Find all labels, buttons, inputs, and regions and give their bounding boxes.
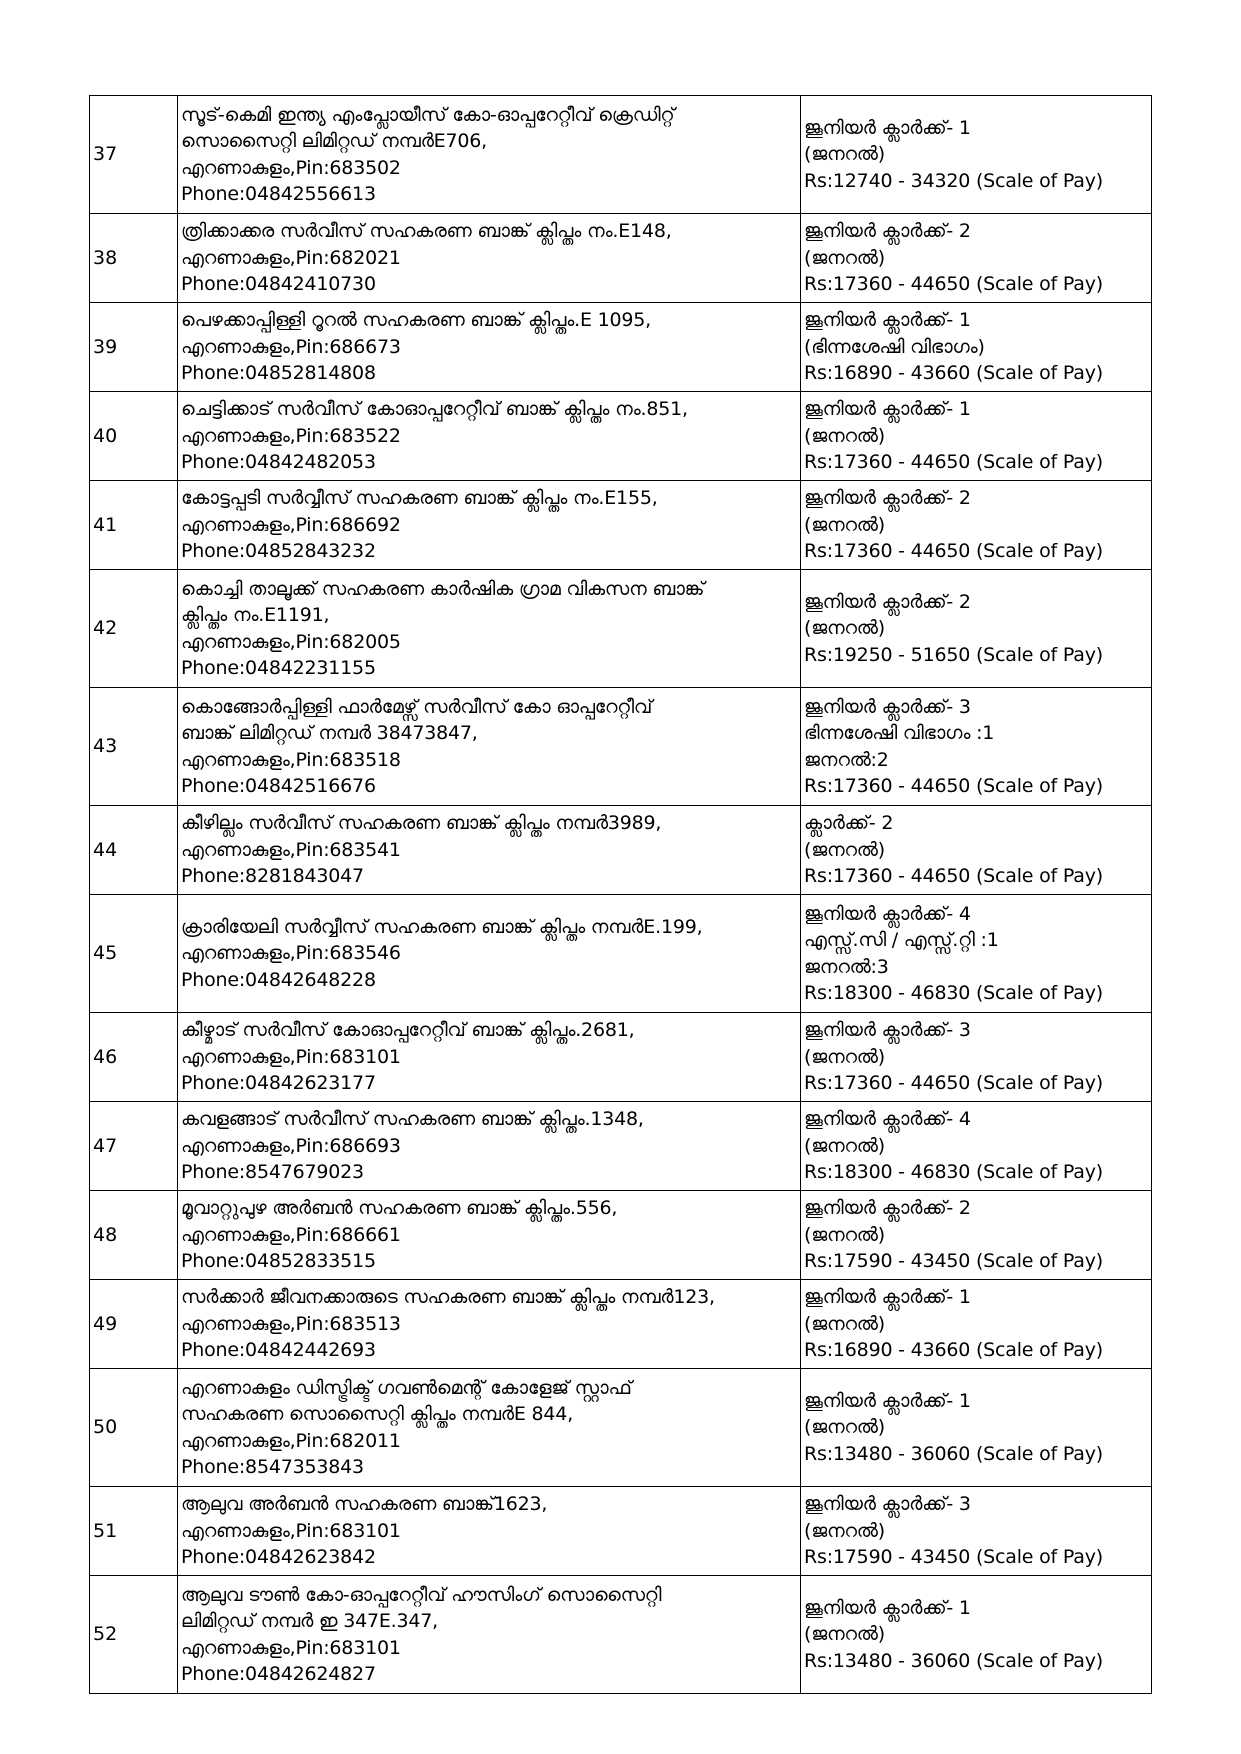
institution-cell [178,481,801,570]
vacancy-table-body [90,96,1152,1694]
institution-cell [178,570,801,688]
post-detail-line: Rs:17360 - 44650 (Scale of Pay) [804,451,1103,474]
post-detail-line: (ജനറൽ) [804,1312,885,1335]
institution-line: Phone:04842442693 [181,1339,376,1362]
institution-line: ആലുവ ടൗൺ കോ-ഓപ്പറേറ്റീവ് ഹൗസിംഗ് സൊസൈറ്റി [181,1583,662,1606]
institution-line: Phone:04852843232 [181,540,376,563]
institution-line: Phone:8547679023 [181,1161,364,1184]
post-detail-line: ക്ലാർക്ക്- 2 [804,812,894,835]
serial-number: 45 [90,895,178,1013]
post-details-cell [801,392,1152,481]
serial-number: 48 [90,1191,178,1280]
post-detail-line: ജൂനിയർ ക്ലാർക്ക്- 1 [804,1596,971,1619]
post-detail-line: ജൂനിയർ ക്ലാർക്ക്- 3 [804,695,971,718]
table-row [90,96,1152,214]
institution-line: സഹകരണ സൊസൈറ്റി ക്ലിപ്തം നമ്പർE 844, [181,1403,574,1425]
post-details-cell [801,1487,1152,1576]
post-detail-line: ജൂനിയർ ക്ലാർക്ക്- 4 [804,1108,971,1131]
table-row [90,1369,1152,1487]
post-detail-line: (ജനറൽ) [804,1519,885,1542]
table-row [90,570,1152,688]
vacancy-table [89,95,1152,1694]
table-row [90,1576,1152,1694]
table-row [90,214,1152,303]
institution-line: എറണാകുളം,Pin:686673 [181,335,401,358]
post-detail-line: Rs:17360 - 44650 (Scale of Pay) [804,865,1103,888]
serial-number: 50 [90,1369,178,1487]
post-detail-line: (ജനറൽ) [804,246,885,269]
post-detail-line: ജൂനിയർ ക്ലാർക്ക്- 1 [804,116,971,139]
serial-number: 42 [90,570,178,688]
institution-line: Phone:04842624827 [181,1663,376,1685]
institution-line: ആലുവ അർബൻ സഹകരണ ബാങ്ക്1623, [181,1493,548,1516]
institution-line: Phone:04842482053 [181,451,376,474]
post-detail-line: ജൂനിയർ ക്ലാർക്ക്- 3 [804,1493,971,1516]
institution-cell [178,1191,801,1280]
institution-line: സർക്കാർ ജീവനക്കാരുടെ സഹകരണ ബാങ്ക് ക്ലിപ്തം നമ്പർ123, [181,1286,715,1309]
serial-number: 49 [90,1280,178,1369]
serial-number: 52 [90,1576,178,1694]
post-detail-line: Rs:17360 - 44650 (Scale of Pay) [804,540,1103,563]
institution-line: സൂട്-കെമി ഇന്ത്യ എംപ്ലോയീസ് കോ-ഓപ്പറേറ്റീവ് ക്രെഡിറ്റ് [181,103,675,126]
post-details-cell [801,688,1152,806]
post-detail-line: Rs:17360 - 44650 (Scale of Pay) [804,775,1103,797]
post-detail-line: Rs:16890 - 43660 (Scale of Pay) [804,362,1103,385]
post-detail-line: ജൂനിയർ ക്ലാർക്ക്- 2 [804,590,971,613]
institution-cell [178,1013,801,1102]
post-detail-line: Rs:18300 - 46830 (Scale of Pay) [804,1161,1103,1184]
institution-cell [178,392,801,481]
institution-line: എറണാകുളം,Pin:682005 [181,630,401,653]
post-detail-line: ജൂനിയർ ക്ലാർക്ക്- 2 [804,487,971,510]
institution-line: Phone:04842648228 [181,968,376,991]
serial-number: 37 [90,96,178,214]
post-detail-line: Rs:16890 - 43660 (Scale of Pay) [804,1339,1103,1362]
post-details-cell [801,303,1152,392]
post-detail-line: ജൂനിയർ ക്ലാർക്ക്- 1 [804,398,971,421]
institution-line: ക്രാരിയേലി സർവ്വീസ് സഹകരണ ബാങ്ക് ക്ലിപ്തം നമ്പർE.199, [181,915,703,938]
serial-number: 43 [90,688,178,806]
post-detail-line: (ജനറൽ) [804,424,885,447]
post-detail-line: ജൂനിയർ ക്ലാർക്ക്- 1 [804,1389,971,1412]
serial-number: 44 [90,806,178,895]
institution-line: എറണാകുളം,Pin:683101 [181,1045,401,1068]
institution-line: എറണാകുളം,Pin:683513 [181,1312,401,1335]
table-row [90,1102,1152,1191]
table-row [90,895,1152,1013]
post-detail-line: (ജനറൽ) [804,513,885,536]
post-detail-line: (ജനറൽ) [804,838,885,861]
table-row [90,1280,1152,1369]
institution-cell [178,1369,801,1487]
table-row [90,1487,1152,1576]
post-detail-line: Rs:13480 - 36060 (Scale of Pay) [804,1442,1103,1465]
institution-line: എറണാകുളം,Pin:683101 [181,1519,401,1542]
institution-line: കൊച്ചി താലൂക്ക് സഹകരണ കാർഷിക ഗ്രാമ വികസന ബാങ്ക് [181,577,705,600]
institution-line: കോട്ടപ്പടി സർവ്വീസ് സഹകരണ ബാങ്ക് ക്ലിപ്തം നം.E155, [181,487,658,510]
institution-line: എറണാകുളം,Pin:683518 [181,748,401,771]
table-row [90,1191,1152,1280]
post-detail-line: ജൂനിയർ ക്ലാർക്ക്- 1 [804,1286,971,1309]
institution-cell [178,688,801,806]
post-detail-line: ജൂനിയർ ക്ലാർക്ക്- 1 [804,309,971,332]
institution-cell [178,1102,801,1191]
serial-number: 39 [90,303,178,392]
institution-cell [178,214,801,303]
institution-cell [178,303,801,392]
institution-line: എറണാകുളം,Pin:686692 [181,513,401,536]
post-detail-line: എസ്സ്.സി / എസ്സ്.റ്റി :1 [804,929,999,951]
institution-line: എറണാകുളം,Pin:683101 [181,1636,401,1659]
post-detail-line: (ജനറൽ) [804,1623,885,1646]
institution-line: കീഴില്ലം സർവീസ് സഹകരണ ബാങ്ക് ക്ലിപ്തം നമ്പർ3989, [181,812,662,835]
institution-cell [178,806,801,895]
institution-cell [178,1280,801,1369]
post-detail-line: (ജനറൽ) [804,1416,885,1439]
institution-line: എറണാകുളം,Pin:683546 [181,942,401,965]
institution-line: Phone:04852814808 [181,362,376,385]
post-details-cell [801,570,1152,688]
post-detail-line: ജൂനിയർ ക്ലാർക്ക്- 3 [804,1019,971,1042]
institution-line: Phone:04842623177 [181,1072,376,1095]
institution-line: എറണാകുളം,Pin:682021 [181,246,401,269]
post-details-cell [801,1576,1152,1694]
institution-line: എറണാകുളം,Pin:683522 [181,424,401,447]
institution-cell [178,96,801,214]
institution-line: എറണാകുളം,Pin:682011 [181,1429,401,1452]
institution-line: Phone:8547353843 [181,1456,364,1478]
institution-line: Phone:8281843047 [181,865,364,888]
table-row [90,688,1152,806]
table-row [90,392,1152,481]
post-detail-line: Rs:17360 - 44650 (Scale of Pay) [804,273,1103,296]
post-detail-line: ജൂനിയർ ക്ലാർക്ക്- 2 [804,220,971,243]
institution-line: എറണാകുളം,Pin:683502 [181,156,401,179]
institution-line: എറണാകുളം,Pin:686661 [181,1223,401,1246]
post-detail-line: Rs:17360 - 44650 (Scale of Pay) [804,1072,1103,1095]
post-details-cell [801,895,1152,1013]
serial-number: 51 [90,1487,178,1576]
institution-line: Phone:04842410730 [181,273,376,296]
table-row [90,806,1152,895]
post-detail-line: ജനറൽ:2 [804,748,889,771]
institution-cell [178,895,801,1013]
post-detail-line: (ജനറൽ) [804,1223,885,1246]
institution-line: ലിമിറ്റഡ് നമ്പർ ഇ 347E.347, [181,1610,439,1632]
post-details-cell [801,806,1152,895]
post-details-cell [801,481,1152,570]
table-row [90,303,1152,392]
post-detail-line: (ഭിന്നശേഷി വിഭാഗം) [804,335,985,358]
serial-number: 38 [90,214,178,303]
post-detail-line: (ജനറൽ) [804,1134,885,1157]
post-detail-line: (ജനറൽ) [804,617,885,640]
post-detail-line: ഭിന്നശേഷി വിഭാഗം :1 [804,722,995,744]
post-detail-line: ജൂനിയർ ക്ലാർക്ക്- 2 [804,1197,971,1220]
serial-number: 47 [90,1102,178,1191]
institution-line: എറണാകുളം ഡിസ്ട്രിക്ട് ഗവൺമെന്റ് കോളേജ് സ്റ്റാഫ് [181,1376,632,1399]
table-row [90,481,1152,570]
institution-line: മൂവാറ്റുപുഴ അർബൻ സഹകരണ ബാങ്ക് ക്ലിപ്തം.556, [181,1197,618,1220]
serial-number: 40 [90,392,178,481]
post-detail-line: ജൂനിയർ ക്ലാർക്ക്- 4 [804,902,971,925]
institution-line: പെഴക്കാപ്പിള്ളി റൂറൽ സഹകരണ ബാങ്ക് ക്ലിപ്തം.E 1095, [181,309,651,332]
institution-line: Phone:04842623842 [181,1546,376,1569]
post-detail-line: Rs:13480 - 36060 (Scale of Pay) [804,1649,1103,1672]
institution-line: എറണാകുളം,Pin:683541 [181,838,401,861]
post-detail-line: (ജനറൽ) [804,143,885,166]
institution-line: Phone:04842556613 [181,183,376,205]
post-details-cell [801,1102,1152,1191]
institution-line: ബാങ്ക് ലിമിറ്റഡ് നമ്പർ 38473847, [181,722,478,744]
post-details-cell [801,96,1152,214]
institution-line: സൊസൈറ്റി ലിമിറ്റഡ് നമ്പർE706, [181,130,487,152]
institution-cell [178,1576,801,1694]
post-detail-line: (ജനറൽ) [804,1045,885,1068]
institution-line: എറണാകുളം,Pin:686693 [181,1134,401,1157]
institution-cell [178,1487,801,1576]
institution-line: Phone:04842516676 [181,775,376,797]
post-detail-line: Rs:19250 - 51650 (Scale of Pay) [804,643,1103,666]
institution-line: ത്രിക്കാക്കര സർവീസ് സഹകരണ ബാങ്ക് ക്ലിപ്തം നം.E148, [181,220,672,243]
post-details-cell [801,1191,1152,1280]
post-detail-line: Rs:17590 - 43450 (Scale of Pay) [804,1250,1103,1273]
institution-line: കവളങ്ങാട് സർവീസ് സഹകരണ ബാങ്ക് ക്ലിപ്തം.1348, [181,1108,644,1131]
post-details-cell [801,214,1152,303]
institution-line: ക്ലിപ്തം നം.E1191, [181,604,330,626]
serial-number: 46 [90,1013,178,1102]
post-detail-line: Rs:12740 - 34320 (Scale of Pay) [804,169,1103,192]
institution-line: കീഴ്മാട് സർവീസ് കോഓപ്പറേറ്റീവ് ബാങ്ക് ക്ലിപ്തം.2681, [181,1019,635,1042]
post-detail-line: Rs:18300 - 46830 (Scale of Pay) [804,982,1103,1004]
post-details-cell [801,1280,1152,1369]
post-details-cell [801,1369,1152,1487]
institution-line: കൊങ്ങോർപ്പിള്ളി ഫാർമേഴ്സ് സർവീസ് കോ ഓപ്പറേറ്റീവ് [181,695,653,718]
post-details-cell [801,1013,1152,1102]
table-row [90,1013,1152,1102]
institution-line: Phone:04842231155 [181,657,376,679]
post-detail-line: ജനറൽ:3 [804,955,889,978]
serial-number: 41 [90,481,178,570]
institution-line: Phone:04852833515 [181,1250,376,1273]
post-detail-line: Rs:17590 - 43450 (Scale of Pay) [804,1546,1103,1569]
institution-line: ചെട്ടിക്കാട് സർവീസ് കോഓപ്പറേറ്റീവ് ബാങ്ക് ക്ലിപ്തം നം.851, [181,398,688,421]
